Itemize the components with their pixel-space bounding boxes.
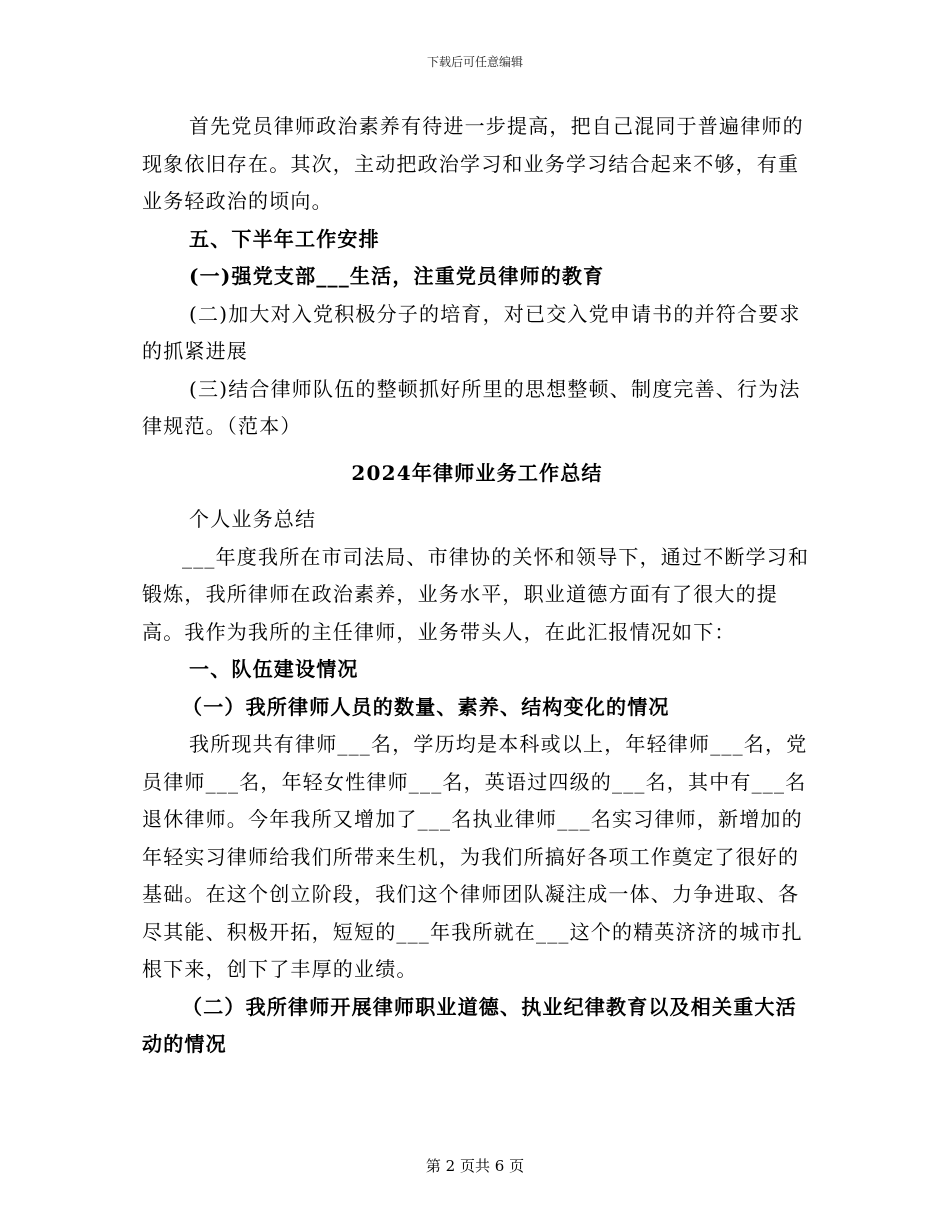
plan-item-2: (二)加大对入党积极分子的培育，对已交入党申请书的并符合要求的抓紧进展 xyxy=(142,301,801,363)
paragraph-shortcomings: 首先党员律师政治素养有待进一步提高，把自己混同于普遍律师的现象依旧存在。其次，主动把政治学习和业务学习结合起来不够，有重业务轻政治的顷向。 xyxy=(142,114,804,213)
page-header: 下载后可任意编辑 xyxy=(426,55,523,69)
section-heading-team: 一、队伍建设情况 xyxy=(189,657,359,681)
subtitle-personal: 个人业务总结 xyxy=(189,507,317,531)
section-heading-plan: 五、下半年工作安排 xyxy=(189,226,380,251)
plan-item-1: (一)强党支部___生活，注重党员律师的教育 xyxy=(189,264,605,288)
plan-item-3: (三)结合律师队伍的整顿抓好所里的思想整顿、制度完善、行为法律规范。（范本） xyxy=(142,376,801,438)
page-footer: 第 2 页共 6 页 xyxy=(425,1157,525,1175)
paragraph-team-body: 我所现共有律师___名，学历均是本科或以上，年轻律师___名，党员律师___名，年轻女性律师___名，英语过四级的___名，其中有___名退休律师。今年我所又增加了___名执业律师___名实习律师，新增加的年轻实习律师给我们所带来生机，为我们所搞好各项工作奠定了很好的基础。在这个创立阶段，我们这个律师团队凝注成一体、力争进取、各尽其能、积极开拓，短短的___年我所就在___这个的精英济济的城市扎根下来，创下了丰厚的业绩。 xyxy=(142,732,808,981)
subsection-heading-2: （二）我所律师开展律师职业道德、执业纪律教育以及相关重大活动的情况 xyxy=(142,994,797,1056)
paragraph-intro: ___年度我所在市司法局、市律协的关怀和领导下，通过不断学习和锻炼，我所律师在政治素养，业务水平，职业道德方面有了很大的提高。我作为我所的主任律师，业务带头人，在此汇报情况如下： xyxy=(142,544,810,644)
document-title: 2024年律师业务工作总结 xyxy=(351,460,603,485)
subsection-heading-1: （一）我所律师人员的数量、素养、结构变化的情况 xyxy=(182,694,670,719)
document-body xyxy=(142,108,812,1064)
